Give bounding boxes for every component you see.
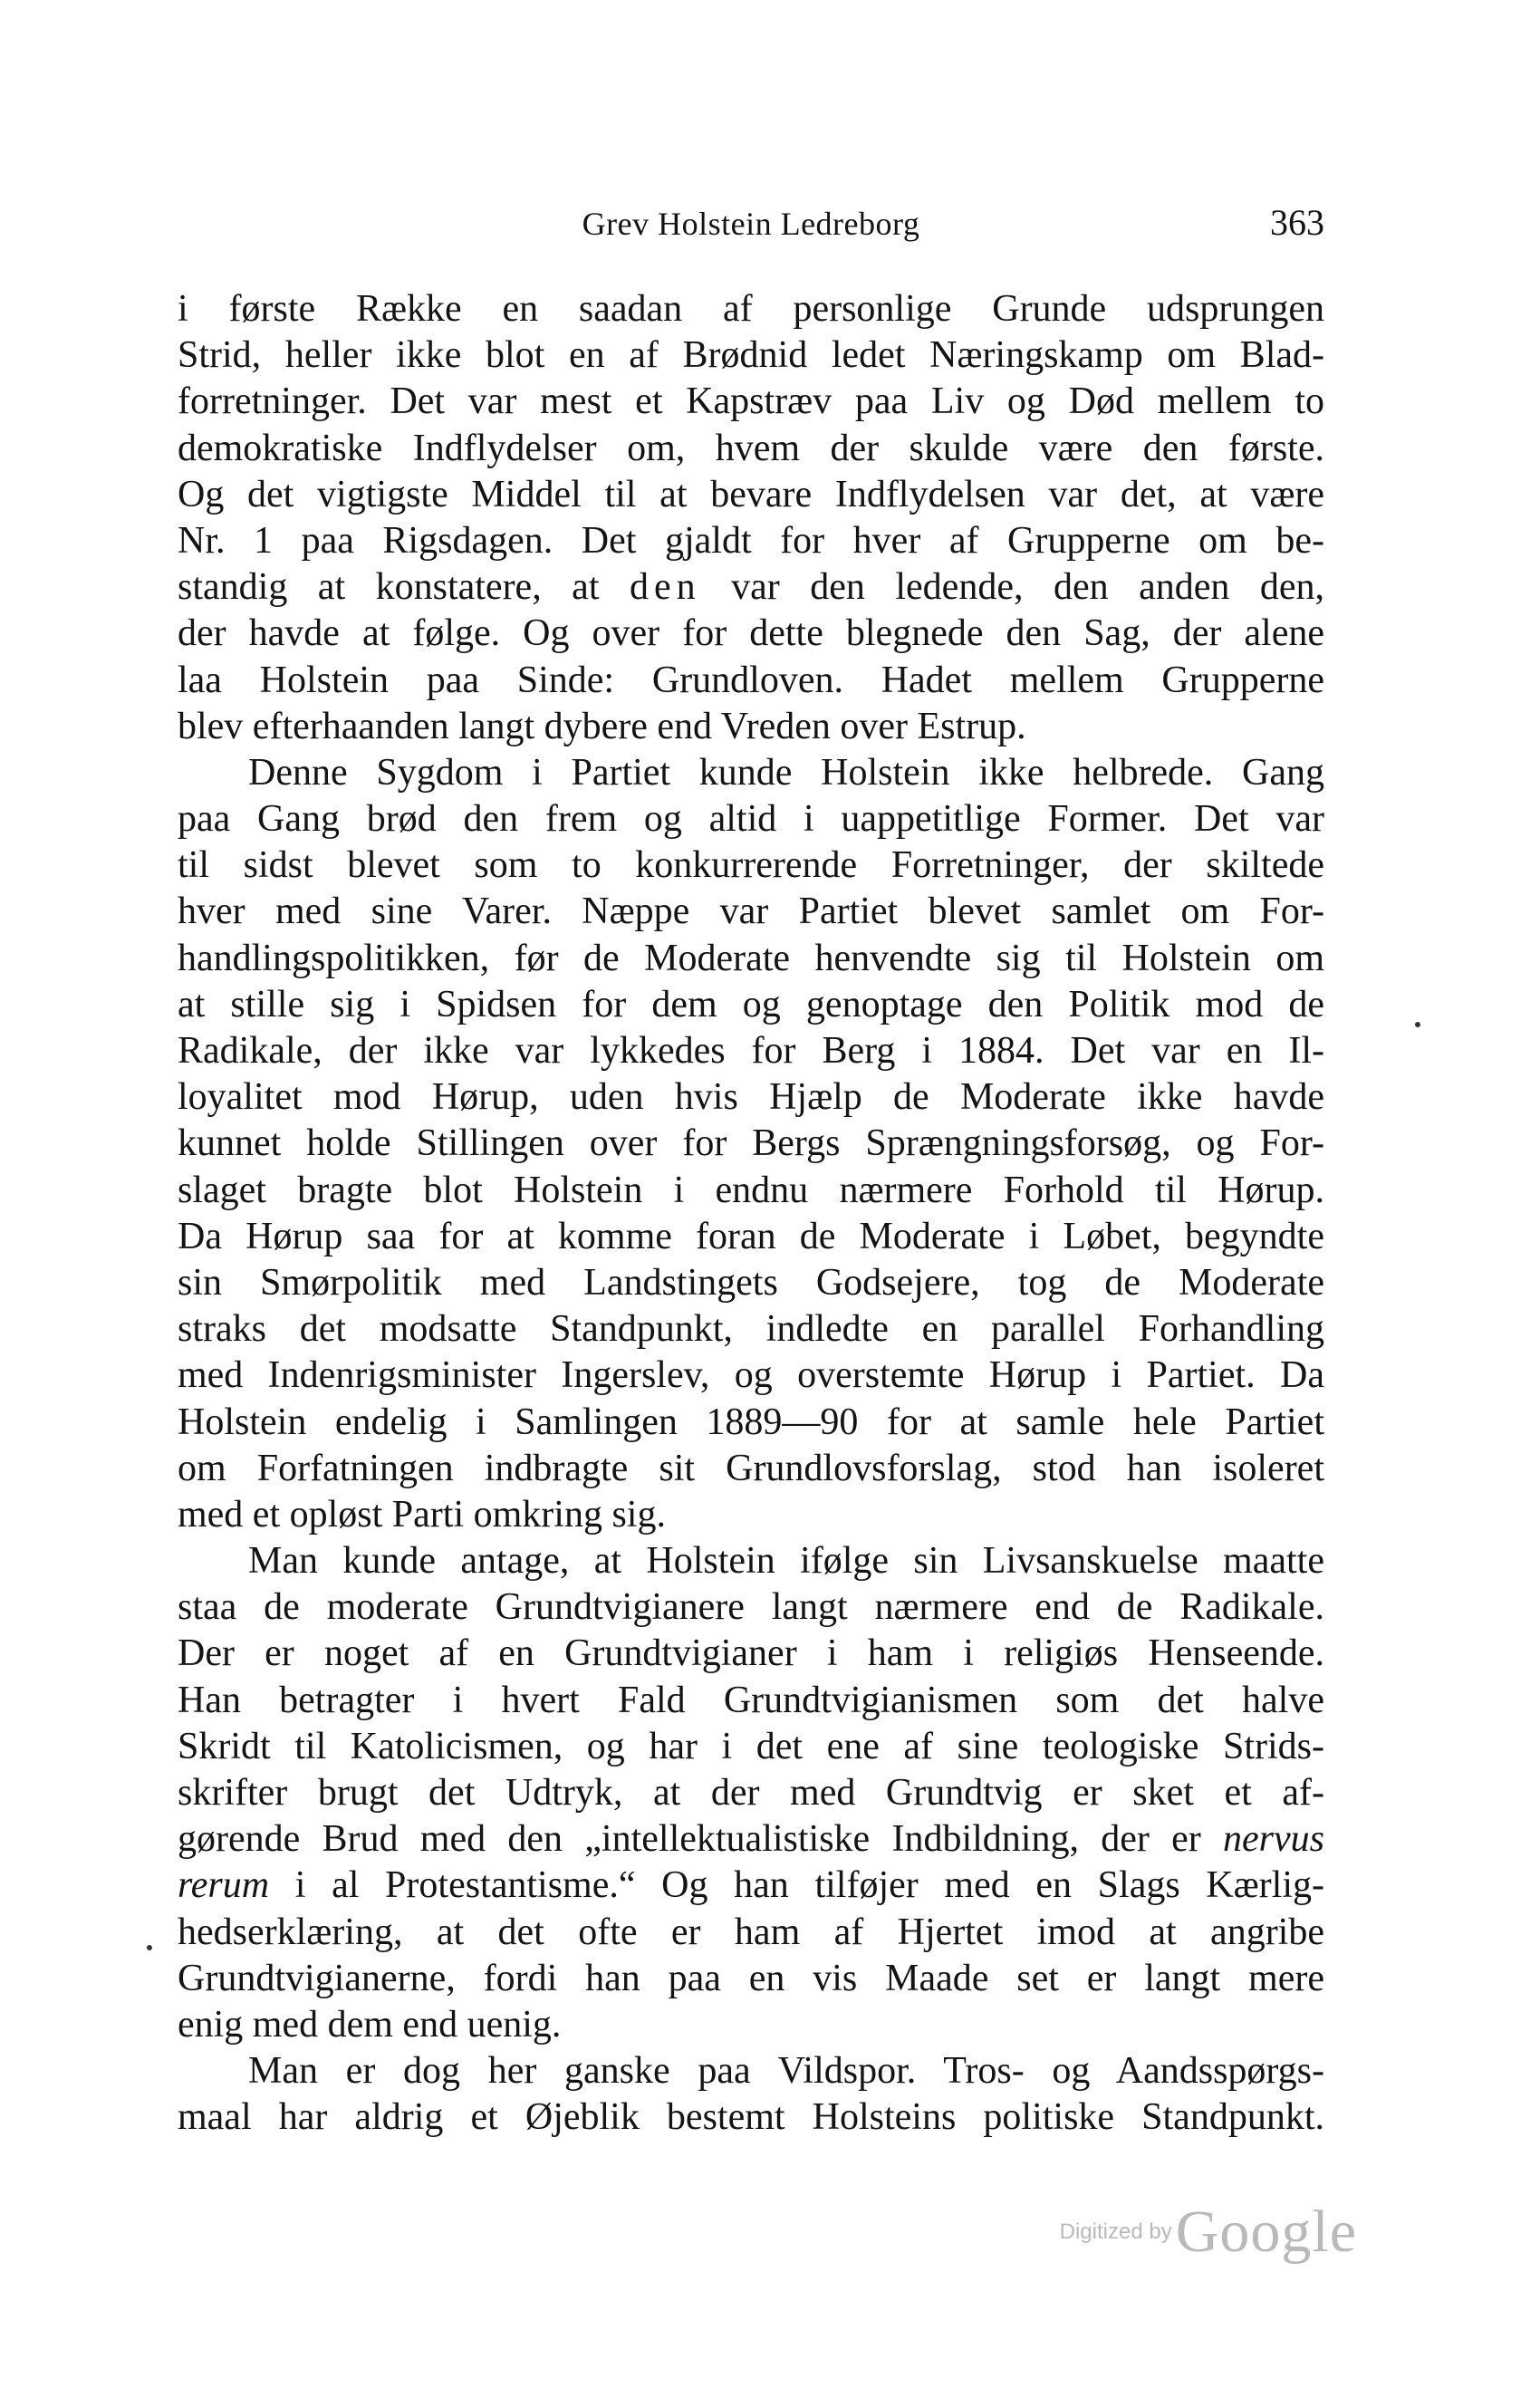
line-segment: standig at konstatere, at <box>178 566 630 609</box>
digitized-by-google-watermark <box>1060 2198 1357 2267</box>
text-line: staa de moderate Grundtvigianere langt nærmere end de Radikale. <box>178 1586 1324 1629</box>
margin-speck <box>1415 1022 1420 1027</box>
text-line: laa Holstein paa Sinde: Grundloven. Hadet mellem Grupperne <box>178 659 1324 701</box>
text-line: Man er dog her ganske paa Vildspor. Tros- og Aandsspørgs- <box>248 2050 1324 2093</box>
text-line: Han betragter i hvert Fald Grundtvigianismen som det halve <box>178 1679 1324 1721</box>
text-line: forretninger. Det var mest et Kapstræv paa Liv og Død mellem to <box>178 380 1324 423</box>
text-line: Denne Sygdom i Partiet kunde Holstein ikke helbrede. Gang <box>248 751 1324 794</box>
spaced-emphasis-word: den <box>629 566 701 609</box>
text-line: Nr. 1 paa Rigsdagen. Det gjaldt for hver af Grupperne om be- <box>178 519 1324 562</box>
text-line: Grundtvigianerne, fordi han paa en vis Maade set er langt mere <box>178 1957 1324 1999</box>
text-line: Man kunde antage, at Holstein ifølge sin Livsanskuelse maatte <box>248 1540 1324 1583</box>
text-line: med Indenrigsminister Ingerslev, og overstemte Hørup i Partiet. Da <box>178 1354 1324 1397</box>
text-line: blev efterhaanden langt dybere end Vreden over Estrup. <box>178 705 1026 747</box>
body-text <box>178 286 1324 2142</box>
text-line: demokratiske Indflydelser om, hvem der skulde være den første. <box>178 427 1324 469</box>
text-line: der havde at følge. Og over for dette blegnede den Sag, der alene <box>178 612 1324 655</box>
text-line: Skridt til Katolicismen, og har i det ene af sine teologiske Strids- <box>178 1725 1324 1767</box>
text-line: Der er noget af en Grundtvigianer i ham i religiøs Henseende. <box>178 1632 1324 1675</box>
text-line: at stille sig i Spidsen for dem og genoptage den Politik mod de <box>178 983 1324 1025</box>
text-line-spaced-emphasis <box>178 564 1324 611</box>
text-line: skrifter brugt det Udtryk, at der med Grundtvig er sket et af- <box>178 1772 1324 1814</box>
text-line: hedserklæring, at det ofte er ham af Hjertet imod at angribe <box>178 1911 1324 1953</box>
text-line: Radikale, der ikke var lykkedes for Berg i 1884. Det var en Il- <box>178 1030 1324 1072</box>
watermark-prefix: Digitized by <box>1059 2219 1172 2244</box>
text-line: maal har aldrig et Øjeblik bestemt Holsteins politiske Standpunkt. <box>178 2096 1324 2139</box>
text-line: straks det modsatte Standpunkt, indledte en parallel Forhandling <box>178 1308 1324 1351</box>
text-line: om Forfatningen indbragte sit Grundlovsforslag, stod han isoleret <box>178 1447 1324 1489</box>
text-line: Holstein endelig i Samlingen 1889—90 for at samle hele Partiet <box>178 1401 1324 1443</box>
text-line-with-italic <box>178 1816 1324 1863</box>
text-line: Og det vigtigste Middel til at bevare Indflydelsen var det, at være <box>178 473 1324 515</box>
text-line: med et opløst Parti omkring sig. <box>178 1493 666 1536</box>
text-line: slaget bragte blot Holstein i endnu nærmere Forhold til Hørup. <box>178 1169 1324 1211</box>
margin-speck <box>147 1945 152 1950</box>
text-line: paa Gang brød den frem og altid i uappetitlige Former. Det var <box>178 798 1324 841</box>
text-line: enig med dem end uenig. <box>178 2003 562 2046</box>
text-line: Da Hørup saa for at komme foran de Moderate i Løbet, begyndte <box>178 1215 1324 1257</box>
running-title: Grev Holstein Ledreborg <box>582 206 920 242</box>
text-line: hver med sine Varer. Næppe var Partiet blevet samlet om For- <box>178 891 1324 933</box>
text-line: til sidst blevet som to konkurrerende Forretninger, der skiltede <box>178 844 1324 887</box>
italic-phrase: nervus <box>1223 1818 1324 1861</box>
line-segment: var den ledende, den anden den, <box>700 566 1324 609</box>
line-segment: gørende Brud med den „intellektualistiske Indbildning, der er <box>178 1818 1224 1861</box>
text-line: kunnet holde Stillingen over for Bergs Sprængningsforsøg, og For- <box>178 1122 1324 1165</box>
text-line: loyalitet mod Hørup, uden hvis Hjælp de Moderate ikke havde <box>178 1076 1324 1119</box>
text-line-with-italic <box>178 1863 1324 1909</box>
text-line: Strid, heller ikke blot en af Brødnid ledet Næringskamp om Blad- <box>178 334 1324 377</box>
line-segment: i al Protestantisme.“ Og han tilføjer med en Slags Kærlig- <box>269 1864 1324 1907</box>
text-line: handlingspolitikken, før de Moderate henvendte sig til Holstein om <box>178 937 1324 979</box>
text-line: sin Smørpolitik med Landstingets Godsejere, tog de Moderate <box>178 1261 1324 1304</box>
page-number: 363 <box>1270 202 1324 243</box>
italic-phrase: rerum <box>178 1864 270 1907</box>
google-logo: Google <box>1175 2199 1357 2265</box>
page-header <box>178 202 1324 248</box>
text-line: i første Række en saadan af personlige Grunde udsprungen <box>178 288 1324 330</box>
